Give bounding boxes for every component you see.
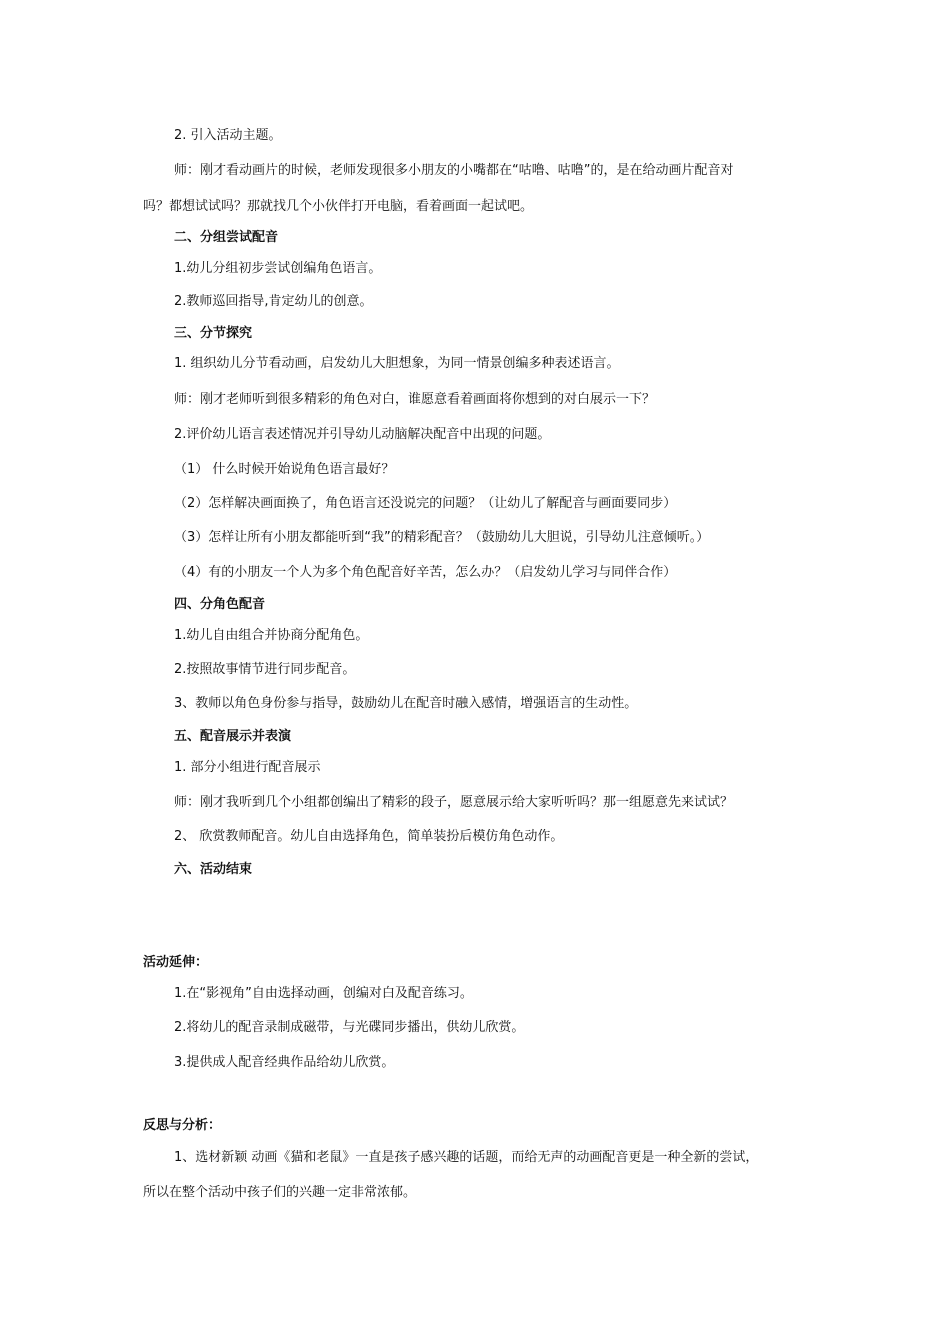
section-heading-4: 四、分角色配音 [174, 597, 266, 612]
question-item: （3）怎样让所有小朋友都能听到“我”的精彩配音？（鼓励幼儿大胆说，引导幼儿注意倾听。） [174, 530, 710, 545]
teacher-dialogue-3: 师：刚才我听到几个小组都创编出了精彩的段子，愿意展示给大家听听吗？那一组愿意先来试试？ [174, 795, 734, 810]
teacher-dialogue-1: 师：刚才看动画片的时候，老师发现很多小朋友的小嘴都在“咕噜、咕噜”的，是在给动画片配音对 [174, 163, 734, 178]
list-item: 1.在“影视角”自由选择动画，创编对白及配音练习。 [174, 986, 473, 1001]
extension-heading: 活动延伸： [143, 955, 209, 970]
list-item: 3、教师以角色身份参与指导，鼓励幼儿在配音时融入感情，增强语言的生动性。 [174, 696, 638, 711]
list-item: 1. 部分小组进行配音展示 [174, 760, 321, 775]
list-item: 2.评价幼儿语言表述情况并引导幼儿动脑解决配音中出现的问题。 [174, 427, 551, 442]
step-2-intro: 2. 引入活动主题。 [174, 128, 282, 143]
section-heading-6: 六、活动结束 [174, 862, 253, 877]
teacher-dialogue-2: 师：刚才老师听到很多精彩的角色对白，谁愿意看着画面将你想到的对白展示一下？ [174, 392, 656, 407]
list-item: 2.教师巡回指导,肯定幼儿的创意。 [174, 294, 373, 309]
list-item: 1.幼儿自由组合并协商分配角色。 [174, 628, 369, 643]
teacher-dialogue-1-cont: 吗？都想试试吗？那就找几个小伙伴打开电脑，看着画面一起试吧。 [143, 199, 534, 214]
list-item: 2.按照故事情节进行同步配音。 [174, 662, 356, 677]
list-item: 1. 组织幼儿分节看动画，启发幼儿大胆想象，为同一情景创编多种表述语言。 [174, 356, 620, 371]
section-heading-2: 二、分组尝试配音 [174, 230, 279, 245]
list-item: 1.幼儿分组初步尝试创编角色语言。 [174, 261, 382, 276]
question-item: （2）怎样解决画面换了，角色语言还没说完的问题？（让幼儿了解配音与画面要同步） [174, 496, 677, 511]
section-heading-5: 五、配音展示并表演 [174, 729, 292, 744]
reflection-paragraph-cont: 所以在整个活动中孩子们的兴趣一定非常浓郁。 [143, 1185, 417, 1200]
question-item: （1） 什么时候开始说角色语言最好？ [174, 462, 395, 477]
list-item: 2.将幼儿的配音录制成磁带，与光碟同步播出，供幼儿欣赏。 [174, 1020, 525, 1035]
list-item: 2、 欣赏教师配音。幼儿自由选择角色，简单装扮后模仿角色动作。 [174, 829, 564, 844]
reflection-paragraph: 1、选材新颖 动画《猫和老鼠》一直是孩子感兴趣的话题，而给无声的动画配音更是一种全新的尝试， [174, 1150, 759, 1165]
list-item: 3.提供成人配音经典作品给幼儿欣赏。 [174, 1055, 395, 1070]
question-item: （4）有的小朋友一个人为多个角色配音好辛苦，怎么办？（启发幼儿学习与同伴合作） [174, 565, 677, 580]
section-heading-3: 三、分节探究 [174, 326, 253, 341]
reflection-heading: 反思与分析： [143, 1118, 222, 1133]
